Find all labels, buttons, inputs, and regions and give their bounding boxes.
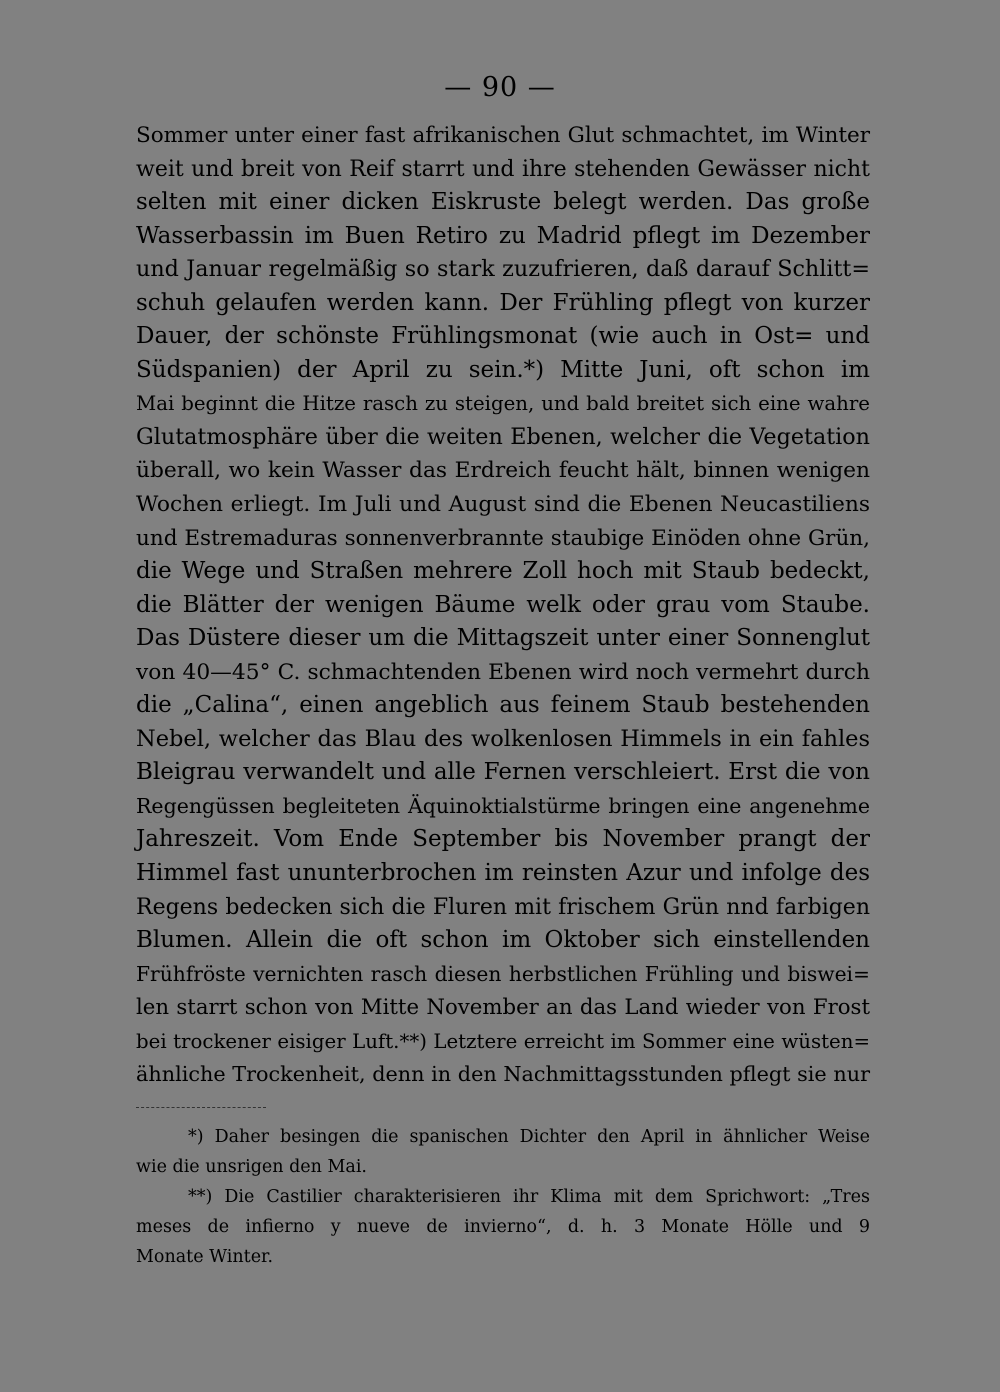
body-line: Mai beginnt die Hitze rasch zu steigen, und bald breitet sich eine wahre — [136, 392, 870, 416]
body-line: Himmel fast ununterbrochen im reinsten Azur und infolge des — [136, 860, 870, 887]
body-line: Glutatmosphäre über die weiten Ebenen, welcher die Vegetation — [136, 423, 870, 450]
body-line: die Wege und Straßen mehrere Zoll hoch mit Staub bedeckt, — [136, 558, 870, 585]
body-line: Das Düstere dieser um die Mittagszeit unter einer Sonnenglut — [136, 625, 870, 652]
body-line: Wochen erliegt. Im Juli und August sind die Ebenen Neucastiliens — [136, 492, 870, 518]
body-line: Jahreszeit. Vom Ende September bis November prangt der — [136, 826, 870, 853]
body-line: Blumen. Allein die oft schon im Oktober sich einstellenden — [136, 927, 870, 954]
body-line: von 40—45° C. schmachtenden Ebenen wird noch vermehrt durch — [136, 659, 870, 685]
body-line: schuh gelaufen werden kann. Der Frühling pflegt von kurzer — [136, 289, 870, 316]
footnote-line: meses de infierno y nueve de invierno“, d. h. 3 Monate Hölle und 9 — [136, 1217, 870, 1237]
body-line: Bleigrau verwandelt und alle Fernen verschleiert. Erst die von — [136, 759, 870, 786]
body-line: Sommer unter einer fast afrikanischen Glut schmachtet, im Winter — [136, 123, 870, 148]
body-text — [136, 119, 870, 1092]
body-line: und Estremaduras sonnenverbrannte staubige Einöden ohne Grün, — [136, 525, 870, 551]
body-line: len starrt schon von Mitte November an das Land wieder von Frost — [136, 995, 870, 1021]
footnote-line: *) Daher besingen die spanischen Dichter den April in ähnlicher Weise — [188, 1127, 870, 1147]
footnote-line: **) Die Castilier charakterisieren ihr Klima mit dem Sprichwort: „Tres — [188, 1187, 870, 1207]
body-line: die Blätter der wenigen Bäume welk oder grau vom Staube. — [136, 591, 870, 618]
footnote-separator — [136, 1107, 266, 1108]
body-line: Dauer, der schönste Frühlingsmonat (wie auch in Ost= und — [136, 323, 870, 350]
body-line: Nebel, welcher das Blau des wolkenlosen Himmels in ein fahles — [136, 725, 870, 752]
body-line: Regengüssen begleiteten Äquinoktialstürme bringen eine angenehme — [136, 793, 870, 818]
body-line: und Januar regelmäßig so stark zuzufrieren, daß darauf Schlitt= — [136, 256, 870, 283]
body-line: die „Calina“, einen angeblich aus feinem Staub bestehenden — [136, 692, 870, 719]
footnote-line: Monate Winter. — [136, 1247, 274, 1267]
body-line: Regens bedecken sich die Fluren mit frischem Grün nnd farbigen — [136, 894, 870, 920]
body-line: Südspanien) der April zu sein.*) Mitte Juni, oft schon im — [136, 356, 870, 383]
body-line: überall, wo kein Wasser das Erdreich feucht hält, binnen wenigen — [136, 458, 870, 484]
footnote-line: wie die unsrigen den Mai. — [136, 1157, 367, 1177]
body-line: bei trockener eisiger Luft.**) Letztere erreicht im Sommer eine wüsten= — [136, 1029, 870, 1053]
body-line: weit und breit von Reif starrt und ihre stehenden Gewässer nicht — [136, 156, 870, 182]
footnotes — [136, 1122, 870, 1272]
page-number: — 90 — — [444, 72, 556, 103]
body-line: selten mit einer dicken Eiskruste belegt werden. Das große — [136, 189, 870, 216]
body-line: Frühfröste vernichten rasch diesen herbstlichen Frühling und biswei= — [136, 961, 870, 986]
body-line: Wasserbassin im Buen Retiro zu Madrid pflegt im Dezember — [136, 222, 870, 249]
body-line: ähnliche Trockenheit, denn in den Nachmittagsstunden pflegt sie nur — [136, 1062, 870, 1087]
